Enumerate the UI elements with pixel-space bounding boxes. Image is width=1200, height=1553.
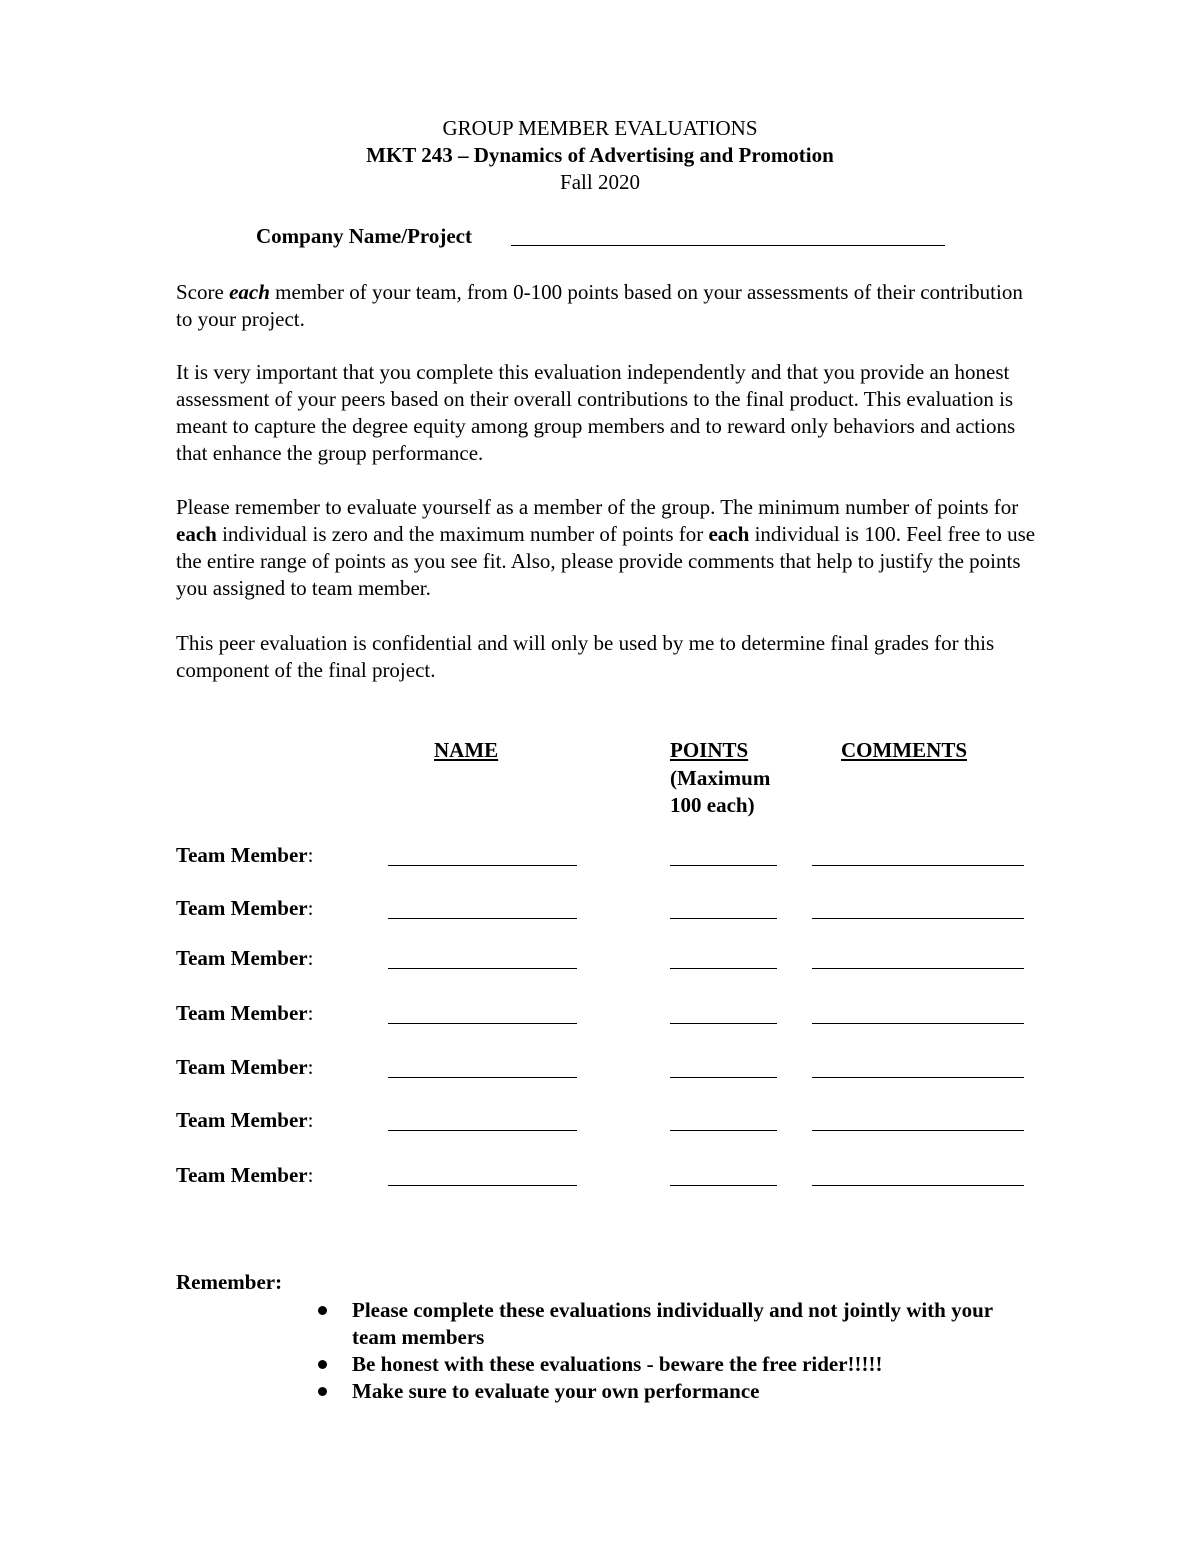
name-input-line[interactable] bbox=[388, 865, 577, 866]
doc-title: GROUP MEMBER EVALUATIONS bbox=[442, 116, 758, 140]
paragraph-score: Score each member of your team, from 0-100 points based on your assessments of their contribution to your project. bbox=[176, 280, 1023, 331]
name-input-line[interactable] bbox=[388, 1077, 577, 1078]
bullet-icon bbox=[318, 1360, 327, 1369]
points-input-line[interactable] bbox=[670, 1023, 777, 1024]
list-item: Make sure to evaluate your own performance bbox=[310, 1378, 1030, 1405]
points-input-line[interactable] bbox=[670, 1077, 777, 1078]
company-input-line[interactable] bbox=[511, 245, 945, 246]
name-input-line[interactable] bbox=[388, 968, 577, 969]
paragraph-importance: It is very important that you complete this evaluation independently and that you provide an honest assessment of your peers based on their overall contributions to the final product. This evaluation is meant to capture the degree equity among group members and to reward only behaviors and actions that enhance the group performance. bbox=[176, 360, 1016, 465]
course-title: MKT 243 – Dynamics of Advertising and Promotion bbox=[366, 143, 834, 167]
comments-input-line[interactable] bbox=[812, 1130, 1024, 1131]
points-input-line[interactable] bbox=[670, 968, 777, 969]
column-header-points: POINTS bbox=[670, 738, 749, 762]
name-input-line[interactable] bbox=[388, 1023, 577, 1024]
team-member-label: Team Member: bbox=[176, 1163, 314, 1187]
bullet-icon bbox=[318, 1387, 327, 1396]
comments-input-line[interactable] bbox=[812, 968, 1024, 969]
points-input-line[interactable] bbox=[670, 865, 777, 866]
comments-input-line[interactable] bbox=[812, 1023, 1024, 1024]
comments-input-line[interactable] bbox=[812, 865, 1024, 866]
list-item: Please complete these evaluations individually and not jointly with your team members bbox=[310, 1297, 1030, 1351]
remember-list bbox=[310, 1297, 1030, 1405]
company-label: Company Name/Project bbox=[256, 224, 472, 248]
team-member-label: Team Member: bbox=[176, 946, 314, 970]
team-member-label: Team Member: bbox=[176, 1055, 314, 1079]
paragraph-instructions: Please remember to evaluate yourself as a member of the group. The minimum number of points for each individual is zero and the maximum number of points for each individual is 100. Feel free to use the entire range of points as you see fit. Also, please provide comments that help to justify the points you assigned to team member. bbox=[176, 495, 1036, 600]
column-header-points-sub1: (Maximum bbox=[670, 766, 771, 790]
name-input-line[interactable] bbox=[388, 1130, 577, 1131]
name-input-line[interactable] bbox=[388, 918, 577, 919]
points-input-line[interactable] bbox=[670, 1130, 777, 1131]
comments-input-line[interactable] bbox=[812, 1185, 1024, 1186]
name-input-line[interactable] bbox=[388, 1185, 577, 1186]
points-input-line[interactable] bbox=[670, 918, 777, 919]
column-header-points-sub2: 100 each) bbox=[670, 793, 755, 817]
team-member-label: Team Member: bbox=[176, 843, 314, 867]
team-member-label: Team Member: bbox=[176, 896, 314, 920]
team-member-label: Team Member: bbox=[176, 1108, 314, 1132]
term: Fall 2020 bbox=[560, 170, 640, 194]
comments-input-line[interactable] bbox=[812, 918, 1024, 919]
column-header-name: NAME bbox=[434, 738, 499, 762]
bullet-icon bbox=[318, 1306, 327, 1315]
team-member-label: Team Member: bbox=[176, 1001, 314, 1025]
list-item: Be honest with these evaluations - beware the free rider!!!!! bbox=[310, 1351, 1030, 1378]
paragraph-confidential: This peer evaluation is confidential and will only be used by me to determine final grades for this component of the final project. bbox=[176, 631, 995, 682]
column-header-comments: COMMENTS bbox=[841, 738, 967, 762]
remember-title: Remember: bbox=[176, 1270, 283, 1294]
comments-input-line[interactable] bbox=[812, 1077, 1024, 1078]
points-input-line[interactable] bbox=[670, 1185, 777, 1186]
